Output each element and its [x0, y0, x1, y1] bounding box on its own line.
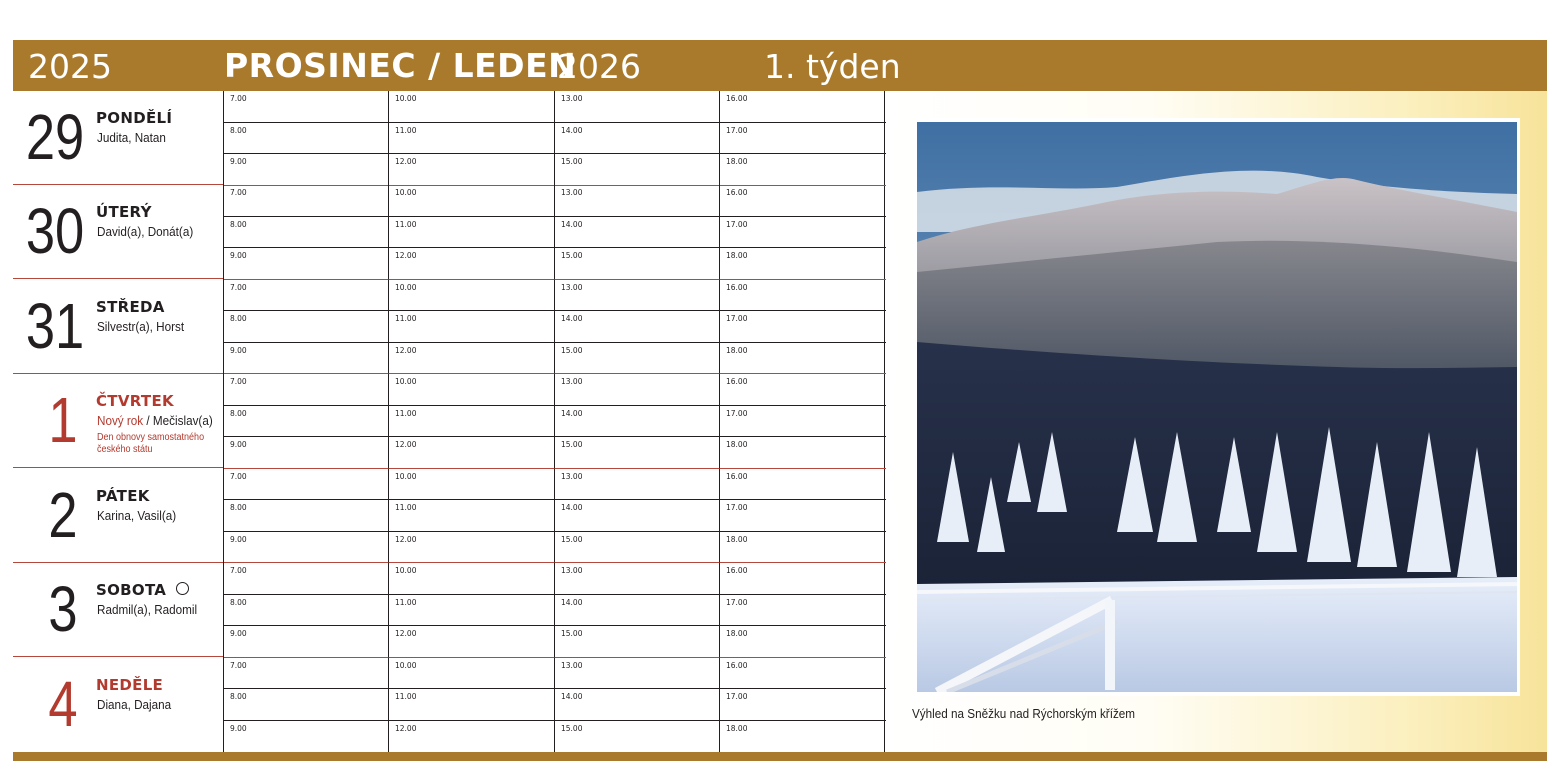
time-label: 13.00	[561, 661, 583, 670]
time-slot	[720, 123, 886, 154]
time-label: 8.00	[230, 598, 247, 607]
time-slot	[555, 406, 720, 437]
time-label: 11.00	[395, 220, 417, 229]
time-slot	[555, 689, 720, 721]
time-slot	[224, 374, 389, 406]
time-label: 13.00	[561, 566, 583, 575]
time-label: 10.00	[395, 377, 417, 386]
time-label: 11.00	[395, 692, 417, 701]
time-label: 12.00	[395, 251, 417, 260]
name-day: David(a), Donát(a)	[97, 224, 194, 239]
time-slot	[224, 123, 389, 154]
day-name: ÚTERÝ	[96, 203, 152, 221]
day-column	[13, 91, 223, 752]
time-slot	[389, 217, 555, 248]
time-slot	[555, 280, 720, 311]
time-label: 13.00	[561, 472, 583, 481]
time-label: 12.00	[395, 629, 417, 638]
time-label: 10.00	[395, 283, 417, 292]
time-label: 11.00	[395, 503, 417, 512]
time-slot	[720, 626, 886, 658]
time-label: 8.00	[230, 692, 247, 701]
year-start: 2025	[28, 47, 112, 86]
name-separator: /	[143, 413, 153, 428]
day-name-text: SOBOTA	[96, 581, 167, 599]
time-slot	[720, 437, 886, 469]
day-number: 29	[25, 101, 85, 173]
time-label: 14.00	[561, 409, 583, 418]
day-name	[96, 581, 189, 599]
time-slot	[720, 595, 886, 626]
time-label: 13.00	[561, 188, 583, 197]
time-label: 11.00	[395, 409, 417, 418]
name-day: Radmil(a), Radomil	[97, 602, 198, 617]
time-label: 15.00	[561, 629, 583, 638]
day-row-thursday	[13, 374, 223, 468]
time-label: 10.00	[395, 94, 417, 103]
photo-caption: Výhled na Sněžku nad Rýchorským křížem	[912, 706, 1136, 721]
time-label: 7.00	[230, 283, 247, 292]
time-label: 18.00	[726, 251, 748, 260]
day-number: 31	[25, 290, 85, 362]
time-slot	[555, 437, 720, 469]
time-label: 14.00	[561, 126, 583, 135]
time-slot	[224, 689, 389, 721]
time-label: 10.00	[395, 566, 417, 575]
time-label: 14.00	[561, 503, 583, 512]
time-label: 12.00	[395, 157, 417, 166]
time-slot	[720, 406, 886, 437]
time-slot	[389, 721, 555, 752]
time-slot	[555, 154, 720, 186]
time-slot	[720, 658, 886, 689]
time-label: 12.00	[395, 440, 417, 449]
time-slot	[555, 248, 720, 280]
day-number: 3	[48, 573, 78, 645]
time-slot	[720, 500, 886, 532]
time-label: 9.00	[230, 535, 247, 544]
time-label: 15.00	[561, 251, 583, 260]
time-label: 18.00	[726, 724, 748, 733]
time-slot	[224, 154, 389, 186]
time-slot	[389, 280, 555, 311]
time-label: 11.00	[395, 126, 417, 135]
time-label: 15.00	[561, 535, 583, 544]
time-slot	[224, 626, 389, 658]
time-label: 16.00	[726, 283, 748, 292]
time-slot	[389, 154, 555, 186]
holiday-note: Den obnovy samostatného českého státu	[97, 432, 205, 455]
full-moon-icon	[176, 582, 189, 595]
day-number: 30	[25, 195, 85, 267]
time-label: 17.00	[726, 503, 748, 512]
time-slot	[720, 689, 886, 721]
time-slot	[720, 154, 886, 186]
day-row-friday	[13, 469, 223, 563]
time-label: 16.00	[726, 377, 748, 386]
time-label: 17.00	[726, 220, 748, 229]
name-day: Diana, Dajana	[97, 697, 172, 712]
time-label: 7.00	[230, 472, 247, 481]
week-label: 1. týden	[764, 47, 901, 86]
time-label: 9.00	[230, 251, 247, 260]
month-title: PROSINEC / LEDEN	[224, 46, 577, 85]
time-label: 9.00	[230, 629, 247, 638]
time-slot	[555, 217, 720, 248]
time-slot	[389, 532, 555, 563]
time-label: 15.00	[561, 346, 583, 355]
time-slot	[224, 343, 389, 374]
time-label: 10.00	[395, 472, 417, 481]
day-name: NEDĚLE	[96, 676, 164, 694]
time-slot	[555, 626, 720, 658]
day-row-wednesday	[13, 280, 223, 374]
time-slot	[720, 343, 886, 374]
time-slot	[389, 595, 555, 626]
time-label: 13.00	[561, 283, 583, 292]
time-label: 14.00	[561, 598, 583, 607]
time-slot	[555, 595, 720, 626]
time-label: 16.00	[726, 472, 748, 481]
time-label: 9.00	[230, 724, 247, 733]
time-label: 8.00	[230, 503, 247, 512]
time-slot	[389, 437, 555, 469]
time-label: 14.00	[561, 692, 583, 701]
time-slot	[389, 626, 555, 658]
day-name: PONDĚLÍ	[96, 109, 173, 127]
time-label: 17.00	[726, 692, 748, 701]
time-slot	[389, 123, 555, 154]
time-slot	[224, 500, 389, 532]
time-label: 10.00	[395, 188, 417, 197]
time-label: 15.00	[561, 157, 583, 166]
time-label: 18.00	[726, 535, 748, 544]
time-label: 13.00	[561, 377, 583, 386]
time-slot	[720, 374, 886, 406]
time-label: 9.00	[230, 157, 247, 166]
year-end: 2026	[557, 47, 641, 86]
day-row-monday	[13, 91, 223, 185]
calendar-header	[13, 40, 1547, 91]
time-slot	[720, 721, 886, 752]
time-label: 17.00	[726, 126, 748, 135]
time-label: 15.00	[561, 440, 583, 449]
time-label: 18.00	[726, 346, 748, 355]
name-day: Karina, Vasil(a)	[97, 508, 177, 523]
time-slot	[224, 185, 389, 217]
time-label: 7.00	[230, 566, 247, 575]
footer-bar	[13, 752, 1547, 761]
time-label: 12.00	[395, 724, 417, 733]
time-slot	[720, 91, 886, 123]
time-slot	[555, 311, 720, 343]
winter-landscape-photo	[917, 122, 1517, 692]
time-slot	[555, 532, 720, 563]
day-name: PÁTEK	[96, 487, 150, 505]
time-slot	[224, 563, 389, 595]
time-slot	[389, 563, 555, 595]
time-slot	[224, 721, 389, 752]
time-slot	[389, 374, 555, 406]
time-label: 11.00	[395, 598, 417, 607]
time-slot	[389, 658, 555, 689]
time-slot	[389, 185, 555, 217]
time-label: 13.00	[561, 94, 583, 103]
time-label: 11.00	[395, 314, 417, 323]
time-slot	[720, 469, 886, 500]
time-slot	[720, 248, 886, 280]
time-slot	[224, 217, 389, 248]
time-label: 18.00	[726, 629, 748, 638]
time-label: 7.00	[230, 377, 247, 386]
time-label: 7.00	[230, 188, 247, 197]
time-label: 14.00	[561, 314, 583, 323]
name-day-text: Mečislav(a)	[152, 413, 213, 428]
time-label: 8.00	[230, 220, 247, 229]
time-slot	[555, 563, 720, 595]
time-label: 9.00	[230, 346, 247, 355]
time-label: 15.00	[561, 724, 583, 733]
time-label: 8.00	[230, 126, 247, 135]
time-slot	[224, 595, 389, 626]
time-slot	[224, 437, 389, 469]
holiday-name: Nový rok	[97, 413, 144, 428]
time-slot	[389, 406, 555, 437]
day-row-sunday	[13, 658, 223, 752]
time-label: 7.00	[230, 94, 247, 103]
time-label: 16.00	[726, 188, 748, 197]
time-slot	[720, 217, 886, 248]
day-row-tuesday	[13, 185, 223, 279]
photo-panel	[886, 91, 1547, 752]
time-slot	[555, 374, 720, 406]
time-label: 14.00	[561, 220, 583, 229]
time-slot	[389, 311, 555, 343]
time-slot	[224, 311, 389, 343]
time-label: 18.00	[726, 440, 748, 449]
time-label: 18.00	[726, 157, 748, 166]
time-label: 16.00	[726, 566, 748, 575]
time-slot	[555, 469, 720, 500]
time-label: 17.00	[726, 314, 748, 323]
time-slot	[555, 185, 720, 217]
time-slot	[389, 91, 555, 123]
time-slot	[224, 532, 389, 563]
time-slot	[224, 406, 389, 437]
time-slot	[389, 469, 555, 500]
time-slot	[720, 280, 886, 311]
time-grid	[223, 91, 885, 752]
day-name: STŘEDA	[96, 298, 165, 316]
time-slot	[224, 91, 389, 123]
time-label: 9.00	[230, 440, 247, 449]
day-number: 2	[48, 479, 78, 551]
time-slot	[720, 185, 886, 217]
time-label: 12.00	[395, 346, 417, 355]
name-day: Silvestr(a), Horst	[97, 319, 185, 334]
name-day	[97, 413, 213, 428]
time-slot	[720, 563, 886, 595]
time-slot	[555, 658, 720, 689]
time-slot	[555, 721, 720, 752]
time-label: 7.00	[230, 661, 247, 670]
day-number: 4	[48, 668, 78, 740]
time-slot	[224, 248, 389, 280]
time-slot	[555, 500, 720, 532]
time-slot	[555, 123, 720, 154]
time-slot	[720, 532, 886, 563]
time-label: 17.00	[726, 598, 748, 607]
time-slot	[555, 343, 720, 374]
time-label: 10.00	[395, 661, 417, 670]
name-day: Judita, Natan	[97, 130, 166, 145]
time-slot	[555, 91, 720, 123]
day-name: ČTVRTEK	[96, 392, 174, 410]
time-label: 8.00	[230, 409, 247, 418]
time-label: 17.00	[726, 409, 748, 418]
time-slot	[720, 311, 886, 343]
time-slot	[224, 469, 389, 500]
time-slot	[224, 280, 389, 311]
time-slot	[389, 500, 555, 532]
time-label: 16.00	[726, 661, 748, 670]
time-slot	[389, 248, 555, 280]
time-label: 16.00	[726, 94, 748, 103]
time-slot	[389, 689, 555, 721]
time-label: 12.00	[395, 535, 417, 544]
time-slot	[389, 343, 555, 374]
time-label: 8.00	[230, 314, 247, 323]
time-slot	[224, 658, 389, 689]
day-number: 1	[48, 384, 78, 456]
day-row-saturday	[13, 563, 223, 657]
